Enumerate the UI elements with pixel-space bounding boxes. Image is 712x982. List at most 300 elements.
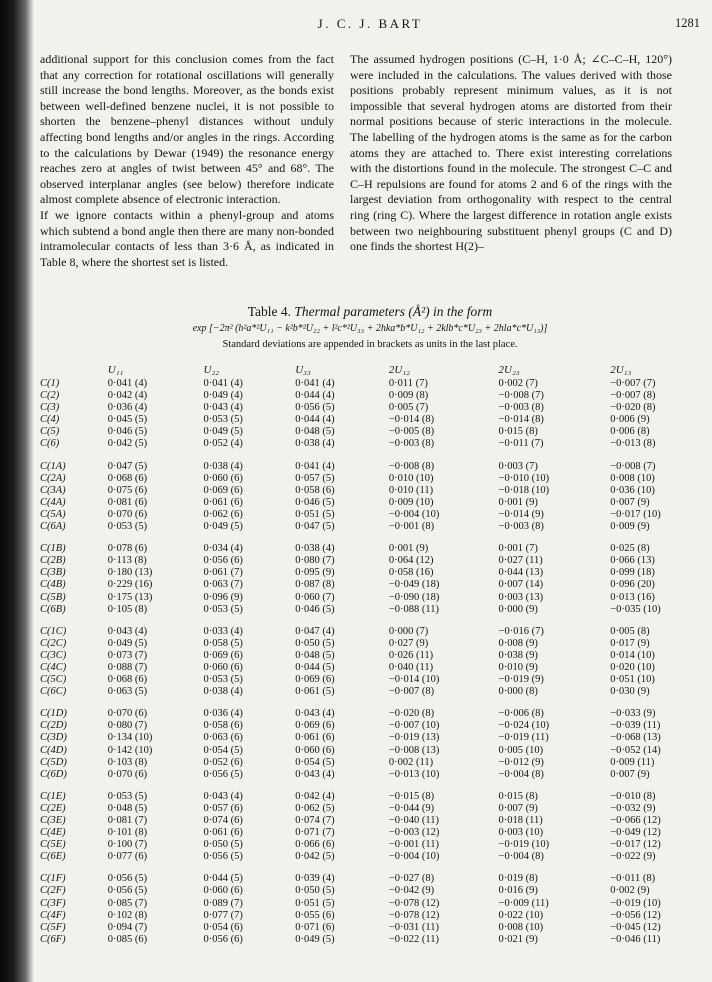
table-row — [40, 638, 700, 650]
value-cell: 0·056 (5) — [295, 402, 335, 414]
value-cell: 0·005 (7) — [388, 402, 429, 414]
atom-label-cell: C(6) — [40, 438, 60, 450]
value-cell: 0·056 (6) — [203, 933, 243, 945]
value-cell: 0·096 (20) — [610, 579, 655, 591]
value-cell: 0·069 (6) — [295, 674, 335, 686]
value-cell: 0·034 (4) — [203, 543, 243, 555]
value-cell: 0·015 (8) — [498, 790, 538, 802]
value-cell: −0·007 (8) — [388, 686, 435, 698]
atom-label-cell: C(1F) — [40, 873, 66, 885]
value-cell: −0·078 (12) — [388, 897, 440, 909]
atom-label-cell: C(5D) — [40, 756, 67, 768]
value-cell: 0·011 (7) — [388, 378, 428, 389]
table-row — [40, 438, 700, 450]
value-cell: 0·081 (6) — [107, 496, 148, 508]
value-cell: 0·060 (7) — [295, 591, 335, 603]
atom-label-cell: C(1) — [40, 378, 60, 389]
value-cell: 0·009 (8) — [388, 390, 429, 402]
value-cell: 0·088 (7) — [107, 661, 148, 673]
atom-label-cell: C(6D) — [40, 768, 67, 780]
value-cell: 0·070 (6) — [107, 768, 148, 780]
atom-label-cell: C(3) — [40, 402, 60, 414]
value-cell: 0·043 (4) — [203, 790, 243, 802]
page-binding-shadow — [0, 0, 34, 982]
value-cell: 0·001 (7) — [498, 543, 538, 555]
value-cell: −0·088 (11) — [388, 603, 440, 615]
value-cell: 0·062 (5) — [295, 802, 335, 814]
value-cell: 0·066 (6) — [295, 839, 335, 851]
value-cell: 0·049 (4) — [203, 390, 243, 402]
column-header: 2U₁₂ — [388, 363, 410, 376]
table-row — [40, 426, 700, 438]
value-cell: 0·061 (6) — [295, 732, 335, 744]
value-cell: −0·019 (11) — [498, 732, 549, 744]
table-formula: exp [−2π² (h²a*²U₁₁ − k²b*²U₂₂ + l²c*²U₃₃ + 2hka*b*U₁₂ + 2klb*c*U₂₃ + 2hla*c*U₁₃)] — [192, 323, 548, 334]
value-cell: 0·051 (5) — [295, 508, 335, 520]
value-cell: 0·058 (5) — [203, 637, 243, 649]
atom-label-cell: C(1C) — [40, 625, 67, 637]
table-row — [40, 674, 700, 686]
value-cell: 0·061 (5) — [295, 686, 335, 698]
value-cell: 0·053 (5) — [203, 603, 243, 615]
value-cell: 0·085 (6) — [107, 933, 148, 945]
value-cell: 0·044 (4) — [295, 390, 335, 402]
table-row — [40, 934, 700, 946]
atom-label-cell: C(5A) — [40, 508, 66, 520]
group-spacer-cell — [40, 698, 700, 708]
value-cell: −0·044 (9) — [388, 802, 435, 814]
page-number: 1281 — [675, 16, 700, 30]
atom-label-cell: C(2E) — [40, 802, 66, 814]
group-spacer — [40, 616, 700, 626]
value-cell: 0·015 (8) — [498, 426, 538, 438]
table-row — [40, 485, 700, 497]
value-cell: 0·063 (5) — [107, 686, 148, 698]
atom-label-cell: C(1E) — [40, 790, 66, 802]
value-cell: −0·046 (11) — [610, 933, 661, 945]
value-cell: 0·036 (4) — [203, 708, 243, 720]
column-header: U₂₂ — [203, 363, 220, 376]
value-cell: −0·022 (9) — [610, 851, 656, 863]
value-cell: 0·049 (5) — [295, 933, 335, 945]
atom-label-cell: C(4D) — [40, 744, 67, 756]
value-cell: −0·007 (10) — [388, 720, 440, 732]
value-cell: 0·041 (4) — [295, 460, 335, 472]
value-cell: 0·058 (6) — [203, 720, 243, 732]
value-cell: 0·009 (9) — [610, 521, 650, 533]
value-cell: 0·046 (5) — [295, 496, 335, 508]
value-cell: −0·066 (12) — [610, 815, 661, 826]
value-cell: 0·008 (9) — [498, 637, 538, 649]
value-cell: 0·060 (6) — [203, 472, 243, 484]
value-cell: 0·043 (4) — [107, 625, 148, 637]
value-cell: 0·043 (4) — [295, 708, 335, 720]
value-cell: −0·001 (8) — [388, 521, 435, 533]
table-row — [40, 521, 700, 533]
value-cell: 0·002 (7) — [498, 378, 538, 389]
table-header-row — [40, 362, 700, 378]
value-cell: −0·019 (13) — [388, 732, 440, 744]
value-cell: 0·096 (9) — [203, 591, 243, 603]
group-spacer-cell — [40, 863, 700, 873]
table-row — [40, 769, 700, 781]
value-cell: 0·048 (5) — [107, 802, 148, 814]
value-cell: 0·042 (4) — [295, 790, 335, 802]
value-cell: 0·077 (6) — [107, 851, 148, 863]
value-cell: 0·051 (5) — [295, 897, 335, 909]
value-cell: 0·007 (9) — [610, 496, 650, 508]
value-cell: 0·042 (4) — [107, 390, 148, 402]
value-cell: −0·068 (13) — [610, 732, 661, 744]
value-cell: 0·039 (4) — [295, 873, 335, 885]
value-cell: 0·142 (10) — [107, 744, 153, 756]
value-cell: 0·071 (7) — [295, 827, 335, 839]
value-cell: 0·074 (6) — [203, 815, 243, 826]
table-row — [40, 922, 700, 934]
value-cell: 0·041 (4) — [295, 378, 335, 389]
value-cell: 0·056 (5) — [203, 851, 243, 863]
group-spacer-cell — [40, 616, 700, 626]
value-cell: 0·014 (10) — [610, 649, 655, 661]
table-row — [40, 567, 700, 579]
value-cell: 0·043 (4) — [203, 402, 243, 414]
value-cell: 0·069 (6) — [203, 649, 243, 661]
table-row — [40, 815, 700, 827]
value-cell: 0·006 (8) — [610, 426, 650, 438]
paragraph: The assumed hydrogen positions (C–H, 1·0 Å; ∠C–C–H, 120°) were included in the calculations. The values derived with those positions probably represent minimum values, as it is not impossible that several hydrogen atoms are distorted from their normal positions because of steric interactions in the molecule. The labelling of the hydrogen atoms is the same as for the carbon atoms they are attached to. There exist interesting correlations with the distortions found in the molecule. The strongest C–C and C–H repulsions are found for atoms 2 and 6 of the rings with the largest deviation from orthogonality with respect to the central ring (ring C). Where the largest difference in rotation angle exists between two neighbouring substituent phenyl groups (C and D) one finds the shortest H(2)– — [350, 52, 672, 254]
value-cell: 0·017 (9) — [610, 637, 650, 649]
value-cell: −0·008 (7) — [498, 390, 544, 402]
value-cell: 0·050 (5) — [295, 637, 335, 649]
value-cell: 0·030 (9) — [610, 686, 650, 698]
value-cell: 0·080 (7) — [295, 555, 335, 567]
value-cell: −0·008 (7) — [610, 460, 656, 472]
value-cell: −0·035 (10) — [610, 603, 661, 615]
value-cell: 0·038 (4) — [203, 460, 243, 472]
table-row — [40, 732, 700, 744]
value-cell: 0·018 (11) — [498, 815, 543, 826]
table-row — [40, 390, 700, 402]
value-cell: 0·046 (5) — [295, 603, 335, 615]
value-cell: −0·014 (9) — [498, 508, 544, 520]
value-cell: −0·006 (8) — [498, 708, 544, 720]
table-row — [40, 509, 700, 521]
value-cell: 0·057 (5) — [295, 472, 335, 484]
value-cell: 0·042 (5) — [295, 851, 335, 863]
value-cell: −0·040 (11) — [388, 815, 440, 826]
value-cell: 0·038 (4) — [295, 543, 335, 555]
value-cell: −0·019 (10) — [498, 839, 550, 851]
value-cell: 0·048 (5) — [295, 426, 335, 438]
value-cell: 0·085 (7) — [107, 897, 148, 909]
atom-label-cell: C(4B) — [40, 579, 66, 591]
table-row — [40, 757, 700, 769]
value-cell: −0·008 (8) — [388, 460, 435, 472]
value-cell: −0·090 (18) — [388, 591, 440, 603]
value-cell: 0·044 (13) — [498, 567, 544, 579]
value-cell: 0·070 (6) — [107, 708, 148, 720]
value-cell: 0·047 (5) — [107, 460, 148, 472]
value-cell: −0·031 (11) — [388, 921, 440, 933]
value-cell: 0·008 (10) — [498, 921, 544, 933]
table-row — [40, 592, 700, 604]
value-cell: 0·020 (10) — [610, 661, 655, 673]
value-cell: 0·038 (9) — [498, 649, 538, 661]
value-cell: −0·009 (11) — [498, 897, 549, 909]
value-cell: 0·003 (7) — [498, 460, 538, 472]
value-cell: 0·081 (7) — [107, 815, 148, 826]
atom-label-cell: C(3F) — [40, 897, 66, 909]
value-cell: −0·003 (8) — [388, 438, 435, 450]
value-cell: 0·016 (9) — [498, 885, 538, 897]
table-row — [40, 662, 700, 674]
value-cell: 0·027 (9) — [388, 637, 429, 649]
value-cell: −0·032 (9) — [610, 802, 656, 814]
value-cell: 0·000 (9) — [498, 603, 538, 615]
table-row — [40, 473, 700, 485]
value-cell: 0·056 (6) — [203, 555, 243, 567]
value-cell: 0·056 (5) — [107, 885, 148, 897]
value-cell: 0·089 (7) — [203, 897, 243, 909]
value-cell: 0·068 (6) — [107, 472, 148, 484]
atom-label-cell: C(2F) — [40, 885, 66, 897]
column-header: 2U₂₃ — [498, 363, 520, 376]
value-cell: 0·052 (4) — [203, 438, 243, 450]
atom-label-cell: C(6B) — [40, 603, 66, 615]
value-cell: 0·021 (9) — [498, 933, 538, 945]
atom-label-cell: C(4E) — [40, 827, 66, 839]
value-cell: 0·113 (8) — [107, 555, 147, 567]
value-cell: 0·000 (8) — [498, 686, 538, 698]
value-cell: 0·022 (10) — [498, 909, 544, 921]
group-spacer — [40, 781, 700, 791]
table-row — [40, 873, 700, 885]
value-cell: 0·038 (4) — [295, 438, 335, 450]
value-cell: 0·075 (6) — [107, 484, 148, 496]
value-cell: −0·018 (10) — [498, 484, 550, 496]
atom-label-cell: C(2C) — [40, 637, 67, 649]
value-cell: 0·036 (4) — [107, 402, 148, 414]
value-cell: 0·050 (5) — [203, 839, 243, 851]
value-cell: −0·004 (10) — [388, 851, 440, 863]
table-row — [40, 604, 700, 616]
paragraph: If we ignore contacts within a phenyl-group and atoms which subtend a bond angle then there are many non-bonded intramolecular contacts of less than 3·6 Å, as indicated in Table 8, where the shortest set is listed. — [40, 207, 334, 269]
table-row — [40, 378, 700, 390]
table-row — [40, 461, 700, 473]
table-row — [40, 579, 700, 591]
column-header: 2U₁₃ — [610, 363, 632, 376]
value-cell: −0·010 (8) — [610, 790, 656, 802]
value-cell: −0·011 (8) — [610, 873, 656, 885]
atom-label-cell: C(6C) — [40, 686, 67, 698]
value-cell: 0·025 (8) — [610, 543, 650, 555]
column-header: U₃₃ — [295, 363, 311, 376]
value-cell: 0·074 (7) — [295, 815, 335, 826]
table-row — [40, 745, 700, 757]
value-cell: 0·033 (4) — [203, 625, 243, 637]
table-row — [40, 555, 700, 567]
atom-label-cell: C(5) — [40, 426, 60, 438]
value-cell: 0·007 (14) — [498, 579, 544, 591]
value-cell: −0·017 (10) — [610, 508, 661, 520]
table-row — [40, 402, 700, 414]
value-cell: 0·043 (4) — [295, 768, 335, 780]
value-cell: 0·049 (5) — [203, 426, 243, 438]
value-cell: −0·042 (9) — [388, 885, 435, 897]
table-row — [40, 885, 700, 897]
table-row — [40, 708, 700, 720]
value-cell: −0·020 (8) — [610, 402, 656, 414]
value-cell: −0·039 (11) — [610, 720, 661, 732]
value-cell: 0·064 (12) — [388, 555, 434, 567]
value-cell: 0·056 (5) — [107, 873, 148, 885]
value-cell: 0·040 (11) — [388, 661, 434, 673]
value-cell: 0·069 (6) — [203, 484, 243, 496]
value-cell: 0·047 (4) — [295, 625, 335, 637]
value-cell: 0·058 (6) — [295, 484, 335, 496]
table-row — [40, 898, 700, 910]
value-cell: 0·007 (9) — [610, 768, 650, 780]
value-cell: −0·007 (8) — [610, 390, 656, 402]
value-cell: 0·095 (9) — [295, 567, 335, 579]
value-cell: 0·070 (6) — [107, 508, 148, 520]
value-cell: −0·020 (8) — [388, 708, 435, 720]
value-cell: −0·016 (7) — [498, 625, 544, 637]
value-cell: 0·101 (8) — [107, 827, 148, 839]
atom-label-cell: C(1A) — [40, 460, 66, 472]
value-cell: 0·006 (9) — [610, 414, 650, 426]
value-cell: 0·049 (5) — [107, 637, 148, 649]
table-row — [40, 414, 700, 426]
value-cell: −0·007 (7) — [610, 378, 656, 389]
paragraph: additional support for this conclusion comes from the fact that any correction for rotational oscillations will generally still increase the bond lengths. Moreover, as the bonds exist between well-defined benzene nuclei, it is not possible to shorten the benzene–phenyl distances without unduly affecting bond lengths and/or angles in the rings. According to the calculations by Dewar (1949) the resonance energy reaches zero at angles of twist between 45° and 68°. The observed interplanar angles (see below) therefore indicate almost complete absence of electronic interaction. — [40, 52, 334, 207]
value-cell: −0·015 (8) — [388, 790, 435, 802]
table-row — [40, 803, 700, 815]
atom-label-cell: C(6F) — [40, 933, 66, 945]
group-spacer — [40, 451, 700, 461]
value-cell: 0·005 (8) — [610, 625, 650, 637]
group-spacer — [40, 863, 700, 873]
group-spacer — [40, 533, 700, 543]
value-cell: 0·002 (11) — [388, 756, 434, 768]
value-cell: 0·007 (9) — [498, 802, 538, 814]
value-cell: −0·003 (8) — [498, 402, 544, 414]
value-cell: 0·046 (5) — [107, 426, 148, 438]
value-cell: 0·036 (10) — [610, 484, 655, 496]
atom-label-cell: C(4A) — [40, 496, 66, 508]
atom-label-cell: C(2A) — [40, 472, 66, 484]
value-cell: 0·068 (6) — [107, 674, 148, 686]
value-cell: −0·027 (8) — [388, 873, 435, 885]
value-cell: −0·033 (9) — [610, 708, 656, 720]
atom-label-cell: C(5C) — [40, 674, 67, 686]
value-cell: 0·044 (5) — [203, 873, 243, 885]
value-cell: 0·060 (6) — [203, 661, 243, 673]
right-text-column — [350, 52, 672, 255]
thermal-parameters-table — [40, 362, 700, 946]
value-cell: 0·051 (10) — [610, 674, 655, 686]
table-row — [40, 910, 700, 922]
value-cell: −0·014 (8) — [388, 414, 435, 426]
value-cell: 0·041 (4) — [107, 378, 148, 389]
value-cell: 0·038 (4) — [203, 686, 243, 698]
table-row — [40, 839, 700, 851]
value-cell: 0·058 (16) — [388, 567, 434, 579]
atom-label-cell: C(4C) — [40, 661, 67, 673]
table-row — [40, 497, 700, 509]
table-row — [40, 626, 700, 638]
atom-label-cell: C(2) — [40, 390, 60, 402]
value-cell: 0·010 (10) — [388, 472, 434, 484]
value-cell: −0·001 (11) — [388, 839, 440, 851]
value-cell: 0·002 (9) — [610, 885, 650, 897]
value-cell: −0·019 (10) — [610, 897, 661, 909]
value-cell: 0·047 (5) — [295, 521, 335, 533]
table-row — [40, 720, 700, 732]
value-cell: 0·008 (10) — [610, 472, 655, 484]
table-body — [40, 378, 700, 946]
atom-label-cell: C(3A) — [40, 484, 66, 496]
value-cell: 0·180 (13) — [107, 567, 153, 579]
value-cell: 0·055 (6) — [295, 909, 335, 921]
value-cell: 0·042 (5) — [107, 438, 148, 450]
group-spacer-cell — [40, 451, 700, 461]
value-cell: 0·009 (11) — [610, 756, 655, 768]
atom-label-cell: C(5E) — [40, 839, 66, 851]
column-header: U₁₁ — [107, 363, 124, 376]
value-cell: 0·049 (5) — [203, 521, 243, 533]
table-row — [40, 686, 700, 698]
group-spacer-cell — [40, 533, 700, 543]
value-cell: 0·060 (6) — [203, 885, 243, 897]
value-cell: 0·053 (5) — [107, 521, 148, 533]
value-cell: −0·024 (10) — [498, 720, 550, 732]
value-cell: −0·003 (8) — [498, 521, 544, 533]
value-cell: −0·004 (10) — [388, 508, 440, 520]
page-header — [40, 16, 700, 36]
value-cell: 0·009 (10) — [388, 496, 434, 508]
value-cell: 0·052 (6) — [203, 756, 243, 768]
atom-label-cell: C(6A) — [40, 521, 66, 533]
value-cell: 0·062 (6) — [203, 508, 243, 520]
value-cell: −0·010 (10) — [498, 472, 550, 484]
value-cell: 0·094 (7) — [107, 921, 148, 933]
atom-label-cell: C(3B) — [40, 567, 66, 579]
value-cell: 0·099 (18) — [610, 567, 655, 579]
value-cell: 0·044 (4) — [295, 414, 335, 426]
value-cell: 0·060 (6) — [295, 744, 335, 756]
value-cell: 0·061 (6) — [203, 496, 243, 508]
value-cell: 0·087 (8) — [295, 579, 335, 591]
value-cell: −0·005 (8) — [388, 426, 435, 438]
value-cell: 0·000 (7) — [388, 625, 429, 637]
value-cell: −0·017 (12) — [610, 839, 661, 851]
table-label: Table 4. — [247, 304, 291, 319]
left-text-column — [40, 52, 334, 270]
group-spacer-cell — [40, 781, 700, 791]
value-cell: 0·041 (4) — [203, 378, 243, 389]
value-cell: 0·069 (6) — [295, 720, 335, 732]
value-cell: −0·008 (13) — [388, 744, 440, 756]
atom-label-cell: C(2B) — [40, 555, 66, 567]
value-cell: 0·061 (6) — [203, 827, 243, 839]
value-cell: 0·054 (5) — [295, 756, 335, 768]
value-cell: 0·045 (5) — [107, 414, 148, 426]
value-cell: −0·056 (12) — [610, 909, 661, 921]
value-cell: 0·044 (5) — [295, 661, 335, 673]
value-cell: 0·063 (7) — [203, 579, 243, 591]
atom-label-cell: C(3D) — [40, 732, 67, 744]
